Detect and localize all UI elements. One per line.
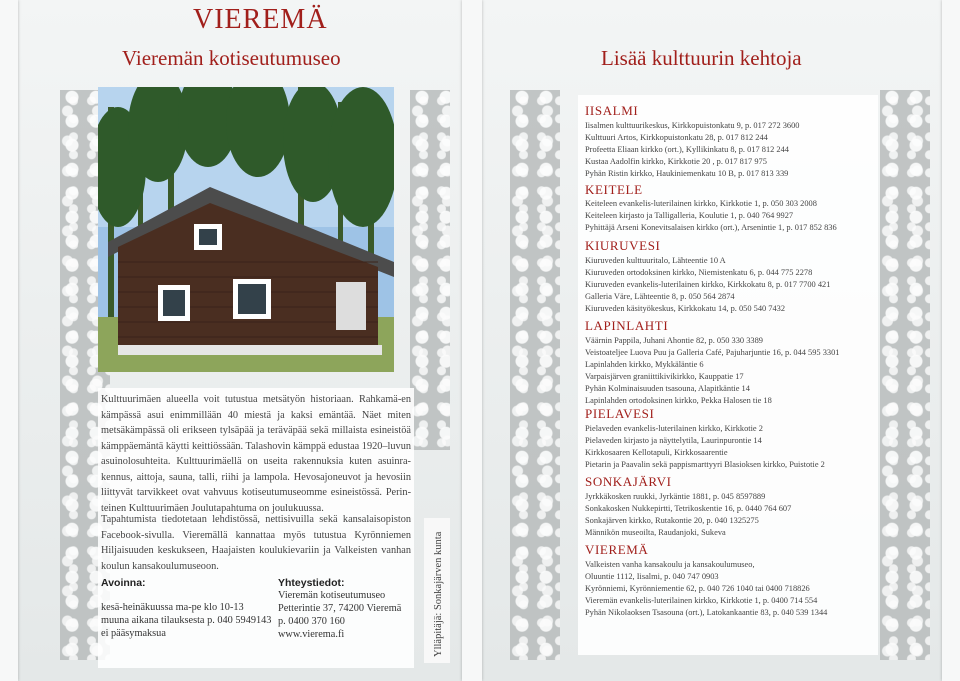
opening-hours-line: ei pääsymaksua	[101, 628, 166, 639]
log-house-image	[98, 87, 394, 372]
list-item: Varpaisjärven graniittikivikirkko, Kauppatie 17	[585, 372, 744, 381]
list-item: Veistoateljee Luova Puu ja Galleria Café, Pajuharjuntie 16, p. 044 595 3301	[585, 348, 840, 357]
opening-hours-line: muuna aikana tilauksesta p. 040 5949143	[101, 615, 272, 626]
opening-hours-heading: Avoinna:	[101, 577, 146, 589]
list-item: Pielaveden evankelis-luterilainen kirkko, Kirkkotie 2	[585, 424, 763, 433]
contact-line: Petterintie 37, 74200 Vieremä	[278, 603, 402, 614]
list-item: Jyrkkäkosken ruukki, Jyrkäntie 1881, p. 045 8597889	[585, 492, 766, 501]
list-item: Kiuruveden evankelis-luterilainen kirkko, Kirkkokatu 8, p. 017 7700 421	[585, 280, 831, 289]
section-title-right: Lisää kulttuurin kehtoja	[601, 46, 802, 70]
list-item: Kiuruveden käsityökeskus, Kirkkokatu 14, p. 050 540 7432	[585, 304, 786, 313]
list-item: Iisalmen kulttuurikeskus, Kirkkopuistonkatu 9, p. 017 272 3600	[585, 121, 800, 130]
list-item: Kustaa Aadolfin kirkko, Kirkkotie 20 , p. 017 817 975	[585, 157, 767, 166]
list-item: Lapinlahden ortodoksinen kirkko, Pekka Halosen tie 18	[585, 396, 772, 405]
list-item: Pyhän Kolminaisuuden tsasouna, Alapitkäntie 14	[585, 384, 750, 393]
list-item: Kirkkosaaren Kellotapuli, Kirkkosaarentie	[585, 448, 728, 457]
list-item: Sonkajärven kirkko, Rutakontie 20, p. 040 1325275	[585, 516, 759, 525]
section-heading-lapinlahti: LAPINLAHTI	[585, 318, 669, 333]
list-item: Männikön museoilta, Raudanjoki, Sukeva	[585, 528, 726, 537]
section-heading-vierema: VIEREMÄ	[585, 542, 649, 557]
list-item: Vieremän evankelis-luterilainen kirkko, Kirkkotie 1, p. 0400 714 554	[585, 596, 818, 605]
website-link[interactable]: www.vierema.fi	[278, 629, 345, 640]
window-sash-center	[462, 0, 482, 681]
list-item: Sonkakosken Nukkepirtti, Tetrikoskentie 16, p. 0440 764 607	[585, 504, 792, 513]
list-item: Pyhittäjä Arseni Konevitsalaisen kirkko (ort.), Arsenintie 1, p. 017 852 836	[585, 223, 837, 232]
list-item: Lapinlahden kirkko, Mykkäläntie 6	[585, 360, 704, 369]
list-item: Galleria Väre, Lähteentie 8, p. 050 564 2874	[585, 292, 735, 301]
list-item: Valkeisten vanha kansakoulu ja kansakoulumuseo,	[585, 560, 755, 569]
publisher-label: Ylläpitäjä: Sonkajärven kunta	[433, 531, 444, 657]
list-item: Pyhän Nikolaoksen Tsasouna (ort.), Latokankaantie 83, p. 040 539 1344	[585, 608, 828, 617]
contact-line: p. 0400 370 160	[278, 616, 345, 627]
section-heading-keitele: KEITELE	[585, 182, 643, 197]
list-item: Pyhän Ristin kirkko, Haukiniemenkatu 10 B, p. 017 813 339	[585, 169, 789, 178]
list-item: Pietarin ja Paavalin sekä pappismarttyyri Blasioksen kirkko, Puistotie 2	[585, 460, 825, 469]
section-heading-kiuruvesi: KIURUVESI	[585, 238, 661, 253]
museum-title: Vieremän kotiseutumuseo	[122, 46, 341, 70]
list-item: Keiteleen kirjasto ja Talligalleria, Koulutie 1, p. 040 764 9927	[585, 211, 794, 220]
list-item: Profeetta Eliaan kirkko (ort.), Kyllikinkatu 8, p. 017 812 244	[585, 145, 789, 154]
museum-photo	[98, 87, 394, 372]
list-item: Väärnin Pappila, Juhani Ahontie 82, p. 050 330 3389	[585, 336, 763, 345]
section-heading-pielavesi: PIELAVESI	[585, 406, 655, 421]
section-heading-iisalmi: IISALMI	[585, 103, 639, 118]
page-title: VIEREMÄ	[193, 4, 328, 35]
contact-line: Vieremän kotiseutumuseo	[278, 590, 386, 601]
window-sash-right	[942, 0, 960, 681]
list-item: Kulttuuri Artos, Kirkkopuistonkatu 28, p. 017 812 244	[585, 133, 768, 142]
list-item: Oluuntie 1112, Iisalmi, p. 040 747 0903	[585, 572, 719, 581]
contact-heading: Yhteystiedot:	[278, 577, 345, 589]
lace-curtain-center-right	[510, 90, 560, 660]
list-item: Kyrönniemi, Kyrönniementie 62, p. 040 726 1040 tai 0400 718826	[585, 584, 810, 593]
lace-curtain-center-left	[410, 90, 450, 450]
opening-hours-line: kesä-heinäkuussa ma-pe klo 10-13	[101, 602, 244, 613]
events-text: Tapahtumista tiedotetaan lehdistössä, nettisivuilla sekä kansalaisopiston Facebook-sivulla. Vieremällä kannattaa myös tutustua Kyrönniemen Hiljaisuuden keskukseen, Haajaisten koulukievariin ja Valkeisten vanhan koulun kansakoulumuseoon.	[101, 514, 411, 572]
publisher-label-box	[424, 518, 450, 663]
list-item: Kiuruveden kulttuuritalo, Lähteentie 10 A	[585, 256, 726, 265]
list-item: Kiuruveden ortodoksinen kirkko, Niemistenkatu 6, p. 044 775 2278	[585, 268, 813, 277]
list-item: Pielaveden kirjasto ja näyttelytila, Laurinpurontie 14	[585, 436, 762, 445]
section-heading-sonkajarvi: SONKAJÄRVI	[585, 474, 672, 489]
intro-text: Kulttuurimäen alueella voit tutustua metsätyön historiaan. Rahkamä-en kämpässä asui enimmillään 40 miestä ja kaksi emäntää. Näet miten metsäkämpässä oli erikseen tylsäpää ja teräväpää sekä millaista esineistöä kämppäemäntä käytti keittiössään. Talashovin kämppä edustaa 1920–luvun asuinolosuhteita. Kulttuurimäellä on useita rakennuksia kuten asuinra-kennus, aittoja, sauna, talli, riihi ja lampola. Hevosajoneuvot ja hevosiin liittyvät tarvikkeet ovat vahvuus kotiseutumuseomme esineistössä. Perin-teinen Kulttuurimäen Joulutapahtuma on joulukuussa.	[101, 394, 411, 514]
list-item: Keiteleen evankelis-luterilainen kirkko, Kirkkotie 1, p. 050 303 2008	[585, 199, 817, 208]
window-sash-left	[0, 0, 18, 681]
lace-curtain-right	[880, 90, 930, 660]
